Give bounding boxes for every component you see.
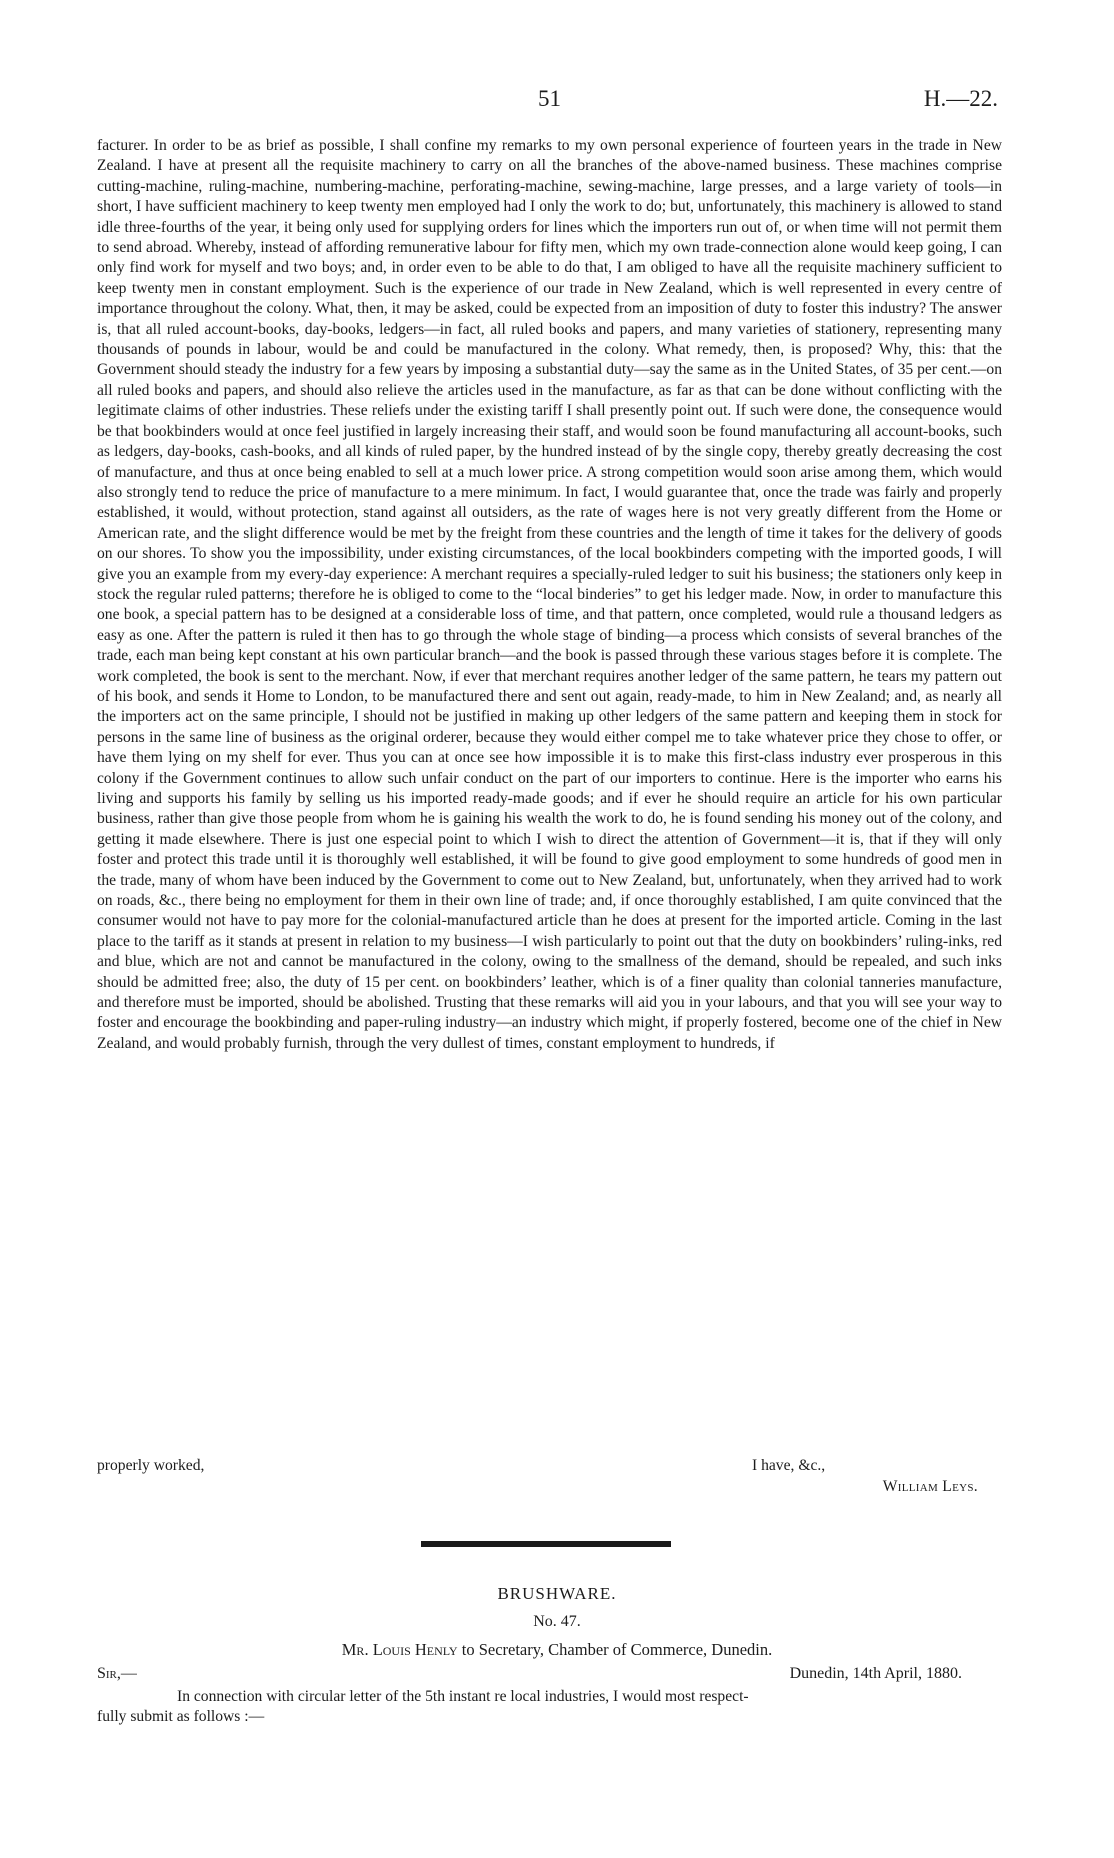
page-header — [0, 86, 1114, 116]
document-reference: H.—22. — [923, 86, 998, 111]
section-divider — [421, 1541, 671, 1547]
letter-date: Dunedin, 14th April, 1880. — [789, 1665, 962, 1682]
intro-paragraph-end: fully submit as follows :— — [97, 1708, 265, 1725]
document-number: No. 47. — [533, 1613, 581, 1630]
closing-phrase: properly worked, — [97, 1457, 205, 1474]
page-number: 51 — [538, 86, 561, 111]
signature: William Leys. — [882, 1478, 978, 1495]
salutation: Sir,— — [97, 1665, 137, 1682]
letter-closing — [97, 1457, 1002, 1499]
section-title: BRUSHWARE. — [497, 1584, 617, 1603]
letter-heading — [0, 1640, 1114, 1660]
intro-paragraph: In connection with circular letter of the 5th instant re local industries, I would most respect- — [177, 1688, 749, 1705]
recipient: to Secretary, Chamber of Commerce, Dunedin. — [457, 1640, 773, 1659]
body-paragraph: facturer. In order to be as brief as possible, I shall confine my remarks to my own personal experience of fourteen years in the trade in New Zealand. I have at present all the requisite machinery to carry on all the branches of the above-named business. These machines comprise cutting-machine, ruling-machine, numbering-machine, perforating-machine, sewing-machine, large presses, and a large variety of tools—in short, I have sufficient machinery to keep twenty men employed had I only the work to do; but, unfortunately, this machinery is allowed to stand idle three-fourths of the year, it being only used for supplying orders for lines which the importers run out of, or when time will not permit them to send abroad. Whereby, instead of affording remunerative labour for fifty men, which my own trade-connection alone would keep going, I can only find work for myself and two boys; and, in order even to be able to do that, I am obliged to have all the requisite machinery sufficient to keep twenty men in constant employment. Such is the experience of our trade in New Zealand, which is well represented in every centre of importance throughout the colony. What, then, it may be asked, could be expected from an imposition of duty to foster this industry? The answer is, that all ruled account-books, day-books, ledgers—in fact, all ruled books and papers, and many varieties of stationery, representing many thousands of pounds in labour, would be and could be manufactured in the colony. What remedy, then, is proposed? Why, this: that the Government should steady the industry for a few years by imposing a substantial duty—say the same as in the United States, of 35 per cent.—on all ruled books and papers, and should also relieve the articles used in the manufacture, as far as that can be done without conflicting with the legitimate claims of other industries. These reliefs under the existing tariff I shall presently point out. If such were done, the consequence would be that bookbinders would at once feel justified in largely increasing their staff, and would soon be found manufacturing all account-books, such as ledgers, day-books, cash-books, and all kinds of ruled paper, by the hundred instead of by the single copy, thereby greatly decreasing the cost of manufacture, and thus at once being enabled to sell at a much lower price. A strong competition would soon arise among them, which would also strongly tend to reduce the price of manufacture to a mere minimum. In fact, I would guarantee that, once the trade was fairly and properly established, it would, without protection, stand against all outsiders, as the rate of wages here is not very greatly different from the Home or American rate, and the slight difference would be met by the freight from these countries and the length of time it takes for the delivery of goods on our shores. To show you the impossibility, under existing circumstances, of the local bookbinders competing with the imported goods, I will give you an example from my every-day experience: A merchant requires a specially-ruled ledger to suit his business; the stationers only keep in stock the regular ruled patterns; therefore he is obliged to come to the “local binderies” to get his ledger made. Now, in order to manufacture this one book, a special pattern has to be designed at a considerable loss of time, and that pattern, once completed, would rule a thousand ledgers as easy as one. After the pattern is ruled it then has to go through the whole stage of binding—a process which consists of several branches of the trade, each man being kept constant at his own particular branch—and the book is passed through these various stages before it is complete. The work completed, the book is sent to the merchant. Now, if ever that merchant requires another ledger of the same pattern, he tears my pattern out of his book, and sends it Home to London, to be manufactured there and sent out again, ready-made, to him in New Zealand; and, as nearly all the importers act on the same principle, I should not be justified in making up other ledgers of the same pattern and keeping them in stock for persons in the same line of business as the original orderer, because they would either compel me to take whatever price they chose to offer, or have them lying on my shelf for ever. Thus you can at once see how impossible it is to make this first-class industry ever prosperous in this colony if the Government continues to allow such unfair conduct on the part of our importers to continue. Here is the importer who earns his living and supports his family by selling us his imported ready-made goods; and if ever he should require an article for his own particular business, rather than give those people from whom he is gaining his wealth the work to do, he is found sending his money out of the colony, and getting it made elsewhere. There is just one especial point to which I wish to direct the attention of Government—it is, that if they will only foster and protect this trade until it is thoroughly well established, it will be found to give good employment to some hundreds of good men in the trade, many of whom have been induced by the Government to come out to New Zealand, but, unfortunately, when they arrived had to work on roads, &c., there being no employment for them in their own line of trade; and, if once thoroughly established, I am quite convinced that the consumer would not have to pay more for the colonial-manufactured article than he does at present for the imported article. Coming in the last place to the tariff as it stands at present in relation to my business—I wish particularly to point out that the duty on bookbinders’ ruling-inks, red and blue, which are not and cannot be manufactured in the colony, owing to the smallness of the demand, should be repealed, and such inks should be admitted free; also, the duty of 15 per cent. on bookbinders’ leather, which is of a finer quality than colonial tanneries manufacture, and therefore must be imported, should be abolished. Trusting that these remarks will aid you in your labours, and that you will see your way to foster and encourage the bookbinding and paper-ruling industry—an industry which might, if properly fostered, become one of the chief in New Zealand, and would probably furnish, through the very dullest of times, constant employment to hundreds, if — [97, 137, 1002, 1052]
letter-body — [97, 136, 1002, 1054]
sender-name: Mr. Louis Henly — [341, 1640, 458, 1659]
valediction: I have, &c., — [752, 1457, 826, 1474]
